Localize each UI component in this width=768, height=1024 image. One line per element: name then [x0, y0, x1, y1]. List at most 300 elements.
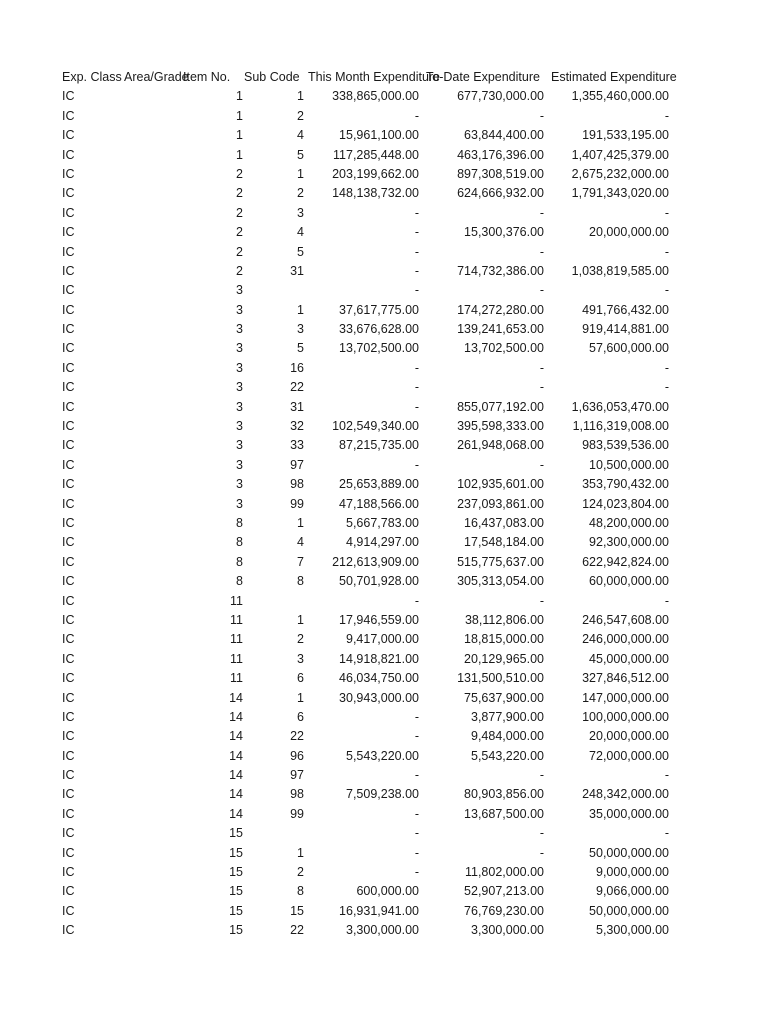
item-no-cell[interactable]: 15 [229, 923, 243, 938]
exp-class-cell[interactable]: IC [62, 341, 75, 356]
to-date-cell[interactable]: 3,300,000.00 [471, 923, 544, 938]
item-no-cell[interactable]: 11 [230, 612, 243, 627]
exp-class-cell[interactable]: IC [62, 457, 75, 472]
to-date-cell[interactable]: 17,548,184.00 [464, 535, 544, 550]
item-no-cell[interactable]: 14 [229, 748, 243, 763]
sub-code-cell[interactable]: 97 [290, 768, 304, 783]
area-grade-cell[interactable] [123, 475, 183, 494]
estimated-cell[interactable]: 57,600,000.00 [589, 341, 669, 356]
estimated-cell[interactable]: 1,038,819,585.00 [571, 263, 669, 278]
to-date-cell[interactable]: 677,730,000.00 [457, 89, 544, 104]
to-date-cell[interactable]: 20,129,965.00 [464, 651, 544, 666]
item-no-cell[interactable]: 8 [236, 515, 243, 530]
this-month-cell[interactable]: - [414, 457, 419, 472]
area-grade-cell[interactable] [123, 146, 183, 165]
estimated-cell[interactable]: 35,000,000.00 [589, 806, 669, 821]
item-no-cell[interactable]: 3 [236, 322, 243, 337]
exp-class-cell[interactable]: IC [62, 690, 75, 705]
sub-code-cell[interactable]: 3 [297, 205, 304, 220]
exp-class-cell[interactable]: IC [62, 399, 75, 414]
to-date-cell[interactable]: - [539, 457, 544, 472]
sub-code-cell[interactable]: 4 [297, 225, 304, 240]
exp-class-cell[interactable]: IC [62, 632, 75, 647]
area-grade-cell[interactable] [123, 921, 183, 940]
estimated-cell[interactable]: 50,000,000.00 [589, 845, 669, 860]
sub-code-cell[interactable]: 96 [290, 748, 304, 763]
area-grade-cell[interactable] [123, 417, 183, 436]
area-grade-cell[interactable] [123, 262, 183, 281]
estimated-cell[interactable]: - [664, 768, 669, 783]
to-date-cell[interactable]: 75,637,900.00 [464, 690, 544, 705]
estimated-cell[interactable]: 10,500,000.00 [589, 457, 669, 472]
area-grade-cell[interactable] [123, 611, 183, 630]
estimated-cell[interactable]: 124,023,804.00 [582, 496, 669, 511]
to-date-cell[interactable]: 714,732,386.00 [457, 263, 544, 278]
estimated-cell[interactable]: 1,407,425,379.00 [571, 147, 669, 162]
estimated-cell[interactable]: - [664, 826, 669, 841]
area-grade-cell[interactable] [123, 689, 183, 708]
exp-class-cell[interactable]: IC [62, 263, 75, 278]
exp-class-cell[interactable]: IC [62, 651, 75, 666]
sub-code-cell[interactable]: 8 [297, 884, 304, 899]
item-no-cell[interactable]: 3 [236, 283, 243, 298]
area-grade-cell[interactable] [123, 882, 183, 901]
sub-code-cell[interactable]: 1 [297, 845, 304, 860]
this-month-cell[interactable]: 102,549,340.00 [332, 419, 419, 434]
area-grade-cell[interactable] [123, 785, 183, 804]
sub-code-cell[interactable]: 15 [290, 903, 304, 918]
area-grade-cell[interactable] [123, 514, 183, 533]
estimated-cell[interactable]: - [664, 283, 669, 298]
item-no-cell[interactable]: 8 [236, 574, 243, 589]
sub-code-cell[interactable]: 5 [297, 341, 304, 356]
header-item-no[interactable]: Item No. [183, 70, 231, 84]
item-no-cell[interactable]: 3 [236, 360, 243, 375]
estimated-cell[interactable]: 246,547,608.00 [582, 612, 669, 627]
item-no-cell[interactable]: 3 [236, 438, 243, 453]
exp-class-cell[interactable]: IC [62, 186, 75, 201]
area-grade-cell[interactable] [123, 456, 183, 475]
item-no-cell[interactable]: 14 [229, 806, 243, 821]
this-month-cell[interactable]: - [414, 205, 419, 220]
exp-class-cell[interactable]: IC [62, 302, 75, 317]
this-month-cell[interactable]: 37,617,775.00 [339, 302, 419, 317]
area-grade-cell[interactable] [123, 281, 183, 300]
exp-class-cell[interactable]: IC [62, 535, 75, 550]
estimated-cell[interactable]: - [664, 593, 669, 608]
this-month-cell[interactable]: 117,285,448.00 [333, 147, 419, 162]
to-date-cell[interactable]: 76,769,230.00 [464, 903, 544, 918]
this-month-cell[interactable]: - [414, 709, 419, 724]
sub-code-cell[interactable]: 1 [297, 302, 304, 317]
this-month-cell[interactable]: - [414, 768, 419, 783]
area-grade-cell[interactable] [123, 320, 183, 339]
sub-code-cell[interactable]: 6 [297, 709, 304, 724]
this-month-cell[interactable]: - [414, 380, 419, 395]
sub-code-cell[interactable]: 98 [290, 787, 304, 802]
exp-class-cell[interactable]: IC [62, 438, 75, 453]
exp-class-cell[interactable]: IC [62, 748, 75, 763]
area-grade-cell[interactable] [123, 669, 183, 688]
area-grade-cell[interactable] [123, 184, 183, 203]
exp-class-cell[interactable]: IC [62, 865, 75, 880]
exp-class-cell[interactable]: IC [62, 903, 75, 918]
estimated-cell[interactable]: 983,539,536.00 [582, 438, 669, 453]
area-grade-cell[interactable] [123, 747, 183, 766]
this-month-cell[interactable]: - [414, 845, 419, 860]
estimated-cell[interactable]: - [664, 244, 669, 259]
sub-code-cell[interactable]: 4 [297, 535, 304, 550]
estimated-cell[interactable]: 9,066,000.00 [596, 884, 669, 899]
this-month-cell[interactable]: 5,667,783.00 [346, 515, 419, 530]
sub-code-cell[interactable] [245, 824, 304, 843]
this-month-cell[interactable]: 46,034,750.00 [339, 671, 419, 686]
sub-code-cell[interactable]: 3 [297, 322, 304, 337]
to-date-cell[interactable]: 52,907,213.00 [464, 884, 544, 899]
estimated-cell[interactable]: 1,355,460,000.00 [571, 89, 669, 104]
item-no-cell[interactable]: 14 [229, 729, 243, 744]
exp-class-cell[interactable]: IC [62, 283, 75, 298]
this-month-cell[interactable]: 5,543,220.00 [346, 748, 419, 763]
estimated-cell[interactable]: 919,414,881.00 [582, 322, 669, 337]
estimated-cell[interactable]: 48,200,000.00 [589, 515, 669, 530]
sub-code-cell[interactable]: 98 [290, 477, 304, 492]
to-date-cell[interactable]: - [539, 826, 544, 841]
this-month-cell[interactable]: - [414, 399, 419, 414]
area-grade-cell[interactable] [123, 902, 183, 921]
item-no-cell[interactable]: 2 [236, 225, 243, 240]
exp-class-cell[interactable]: IC [62, 826, 75, 841]
estimated-cell[interactable]: 60,000,000.00 [589, 574, 669, 589]
area-grade-cell[interactable] [123, 223, 183, 242]
area-grade-cell[interactable] [123, 301, 183, 320]
exp-class-cell[interactable]: IC [62, 147, 75, 162]
estimated-cell[interactable]: 353,790,432.00 [582, 477, 669, 492]
sub-code-cell[interactable]: 22 [290, 380, 304, 395]
estimated-cell[interactable]: 20,000,000.00 [589, 225, 669, 240]
this-month-cell[interactable]: 3,300,000.00 [346, 923, 419, 938]
this-month-cell[interactable]: - [414, 806, 419, 821]
exp-class-cell[interactable]: IC [62, 477, 75, 492]
estimated-cell[interactable]: 50,000,000.00 [589, 903, 669, 918]
sub-code-cell[interactable]: 99 [290, 496, 304, 511]
exp-class-cell[interactable]: IC [62, 108, 75, 123]
to-date-cell[interactable]: 9,484,000.00 [471, 729, 544, 744]
area-grade-cell[interactable] [123, 243, 183, 262]
item-no-cell[interactable]: 3 [236, 496, 243, 511]
header-sub-code[interactable]: Sub Code [244, 70, 300, 84]
to-date-cell[interactable]: - [539, 768, 544, 783]
sub-code-cell[interactable]: 22 [290, 923, 304, 938]
this-month-cell[interactable]: - [414, 729, 419, 744]
to-date-cell[interactable]: - [539, 108, 544, 123]
item-no-cell[interactable]: 2 [236, 244, 243, 259]
sub-code-cell[interactable]: 31 [290, 263, 304, 278]
to-date-cell[interactable]: 18,815,000.00 [464, 632, 544, 647]
estimated-cell[interactable]: 45,000,000.00 [589, 651, 669, 666]
to-date-cell[interactable]: - [539, 244, 544, 259]
item-no-cell[interactable]: 8 [236, 535, 243, 550]
item-no-cell[interactable]: 1 [236, 128, 243, 143]
item-no-cell[interactable]: 14 [229, 709, 243, 724]
exp-class-cell[interactable]: IC [62, 729, 75, 744]
area-grade-cell[interactable] [123, 805, 183, 824]
item-no-cell[interactable]: 15 [229, 845, 243, 860]
to-date-cell[interactable]: 3,877,900.00 [471, 709, 544, 724]
item-no-cell[interactable]: 11 [230, 671, 243, 686]
estimated-cell[interactable]: - [664, 380, 669, 395]
sub-code-cell[interactable]: 22 [290, 729, 304, 744]
estimated-cell[interactable]: 491,766,432.00 [582, 302, 669, 317]
sub-code-cell[interactable]: 2 [297, 865, 304, 880]
item-no-cell[interactable]: 3 [236, 380, 243, 395]
this-month-cell[interactable]: 203,199,662.00 [332, 166, 419, 181]
sub-code-cell[interactable]: 1 [297, 612, 304, 627]
exp-class-cell[interactable]: IC [62, 806, 75, 821]
item-no-cell[interactable]: 14 [229, 768, 243, 783]
area-grade-cell[interactable] [123, 766, 183, 785]
exp-class-cell[interactable]: IC [62, 360, 75, 375]
to-date-cell[interactable]: 11,802,000.00 [464, 865, 544, 880]
item-no-cell[interactable]: 2 [236, 205, 243, 220]
sub-code-cell[interactable]: 3 [297, 651, 304, 666]
area-grade-cell[interactable] [123, 165, 183, 184]
area-grade-cell[interactable] [123, 708, 183, 727]
this-month-cell[interactable]: - [414, 865, 419, 880]
to-date-cell[interactable]: 395,598,333.00 [457, 419, 544, 434]
sub-code-cell[interactable]: 1 [297, 515, 304, 530]
this-month-cell[interactable]: 600,000.00 [356, 884, 419, 899]
estimated-cell[interactable]: 1,791,343,020.00 [571, 186, 669, 201]
this-month-cell[interactable]: 25,653,889.00 [339, 477, 419, 492]
exp-class-cell[interactable]: IC [62, 845, 75, 860]
estimated-cell[interactable]: 9,000,000.00 [596, 865, 669, 880]
area-grade-cell[interactable] [123, 844, 183, 863]
exp-class-cell[interactable]: IC [62, 244, 75, 259]
estimated-cell[interactable]: 1,636,053,470.00 [571, 399, 669, 414]
exp-class-cell[interactable]: IC [62, 923, 75, 938]
header-exp-class[interactable]: Exp. Class [62, 70, 122, 84]
sub-code-cell[interactable]: 33 [290, 438, 304, 453]
item-no-cell[interactable]: 1 [236, 89, 243, 104]
estimated-cell[interactable]: - [664, 108, 669, 123]
sub-code-cell[interactable]: 2 [297, 632, 304, 647]
this-month-cell[interactable]: - [414, 263, 419, 278]
exp-class-cell[interactable]: IC [62, 128, 75, 143]
exp-class-cell[interactable]: IC [62, 496, 75, 511]
this-month-cell[interactable]: 47,188,566.00 [339, 496, 419, 511]
to-date-cell[interactable]: 237,093,861.00 [457, 496, 544, 511]
sub-code-cell[interactable]: 7 [297, 554, 304, 569]
exp-class-cell[interactable]: IC [62, 225, 75, 240]
sub-code-cell[interactable]: 1 [297, 166, 304, 181]
estimated-cell[interactable]: 147,000,000.00 [582, 690, 669, 705]
exp-class-cell[interactable]: IC [62, 593, 75, 608]
to-date-cell[interactable]: - [539, 593, 544, 608]
estimated-cell[interactable]: 2,675,232,000.00 [571, 166, 669, 181]
area-grade-cell[interactable] [123, 553, 183, 572]
this-month-cell[interactable]: 4,914,297.00 [346, 535, 419, 550]
to-date-cell[interactable]: - [539, 380, 544, 395]
area-grade-cell[interactable] [123, 727, 183, 746]
exp-class-cell[interactable]: IC [62, 166, 75, 181]
item-no-cell[interactable]: 14 [229, 690, 243, 705]
to-date-cell[interactable]: - [539, 283, 544, 298]
estimated-cell[interactable]: 5,300,000.00 [596, 923, 669, 938]
to-date-cell[interactable]: 5,543,220.00 [471, 748, 544, 763]
this-month-cell[interactable]: 9,417,000.00 [346, 632, 419, 647]
sub-code-cell[interactable]: 5 [297, 244, 304, 259]
item-no-cell[interactable]: 1 [236, 147, 243, 162]
to-date-cell[interactable]: 261,948,068.00 [457, 438, 544, 453]
exp-class-cell[interactable]: IC [62, 419, 75, 434]
area-grade-cell[interactable] [123, 824, 183, 843]
estimated-cell[interactable]: 20,000,000.00 [589, 729, 669, 744]
item-no-cell[interactable]: 14 [229, 787, 243, 802]
this-month-cell[interactable]: 15,961,100.00 [339, 128, 419, 143]
exp-class-cell[interactable]: IC [62, 768, 75, 783]
area-grade-cell[interactable] [123, 378, 183, 397]
header-this-month-expenditure[interactable]: This Month Expenditure [308, 70, 441, 84]
sub-code-cell[interactable]: 31 [290, 399, 304, 414]
this-month-cell[interactable]: 30,943,000.00 [339, 690, 419, 705]
to-date-cell[interactable]: 174,272,280.00 [457, 302, 544, 317]
sub-code-cell[interactable]: 16 [290, 360, 304, 375]
sub-code-cell[interactable]: 1 [297, 690, 304, 705]
area-grade-cell[interactable] [123, 204, 183, 223]
exp-class-cell[interactable]: IC [62, 205, 75, 220]
this-month-cell[interactable]: 87,215,735.00 [339, 438, 419, 453]
to-date-cell[interactable]: 855,077,192.00 [457, 399, 544, 414]
sub-code-cell[interactable]: 4 [297, 128, 304, 143]
this-month-cell[interactable]: 16,931,941.00 [339, 903, 419, 918]
estimated-cell[interactable]: 622,942,824.00 [582, 554, 669, 569]
exp-class-cell[interactable]: IC [62, 554, 75, 569]
area-grade-cell[interactable] [123, 630, 183, 649]
area-grade-cell[interactable] [123, 339, 183, 358]
sub-code-cell[interactable]: 32 [290, 419, 304, 434]
header-estimated-expenditure[interactable]: Estimated Expenditure [551, 70, 677, 84]
estimated-cell[interactable]: 327,846,512.00 [582, 671, 669, 686]
item-no-cell[interactable]: 11 [230, 593, 243, 608]
item-no-cell[interactable]: 15 [229, 826, 243, 841]
to-date-cell[interactable]: 624,666,932.00 [457, 186, 544, 201]
to-date-cell[interactable]: 16,437,083.00 [464, 515, 544, 530]
this-month-cell[interactable]: - [414, 283, 419, 298]
area-grade-cell[interactable] [123, 863, 183, 882]
item-no-cell[interactable]: 15 [229, 865, 243, 880]
this-month-cell[interactable]: - [414, 826, 419, 841]
this-month-cell[interactable]: 14,918,821.00 [339, 651, 419, 666]
area-grade-cell[interactable] [123, 436, 183, 455]
sub-code-cell[interactable]: 99 [290, 806, 304, 821]
sub-code-cell[interactable] [245, 281, 304, 300]
this-month-cell[interactable]: - [414, 360, 419, 375]
header-area-grade[interactable]: Area/Grade [124, 70, 189, 84]
exp-class-cell[interactable]: IC [62, 322, 75, 337]
area-grade-cell[interactable] [123, 359, 183, 378]
to-date-cell[interactable]: 80,903,856.00 [464, 787, 544, 802]
to-date-cell[interactable]: - [539, 205, 544, 220]
estimated-cell[interactable]: 92,300,000.00 [589, 535, 669, 550]
area-grade-cell[interactable] [123, 572, 183, 591]
item-no-cell[interactable]: 3 [236, 341, 243, 356]
this-month-cell[interactable]: 7,509,238.00 [346, 787, 419, 802]
item-no-cell[interactable]: 2 [236, 263, 243, 278]
to-date-cell[interactable]: 897,308,519.00 [457, 166, 544, 181]
item-no-cell[interactable]: 15 [229, 884, 243, 899]
area-grade-cell[interactable] [123, 107, 183, 126]
sub-code-cell[interactable]: 2 [297, 108, 304, 123]
item-no-cell[interactable]: 2 [236, 166, 243, 181]
exp-class-cell[interactable]: IC [62, 574, 75, 589]
estimated-cell[interactable]: 191,533,195.00 [582, 128, 669, 143]
this-month-cell[interactable]: 148,138,732.00 [332, 186, 419, 201]
item-no-cell[interactable]: 2 [236, 186, 243, 201]
area-grade-cell[interactable] [123, 398, 183, 417]
sub-code-cell[interactable]: 6 [297, 671, 304, 686]
this-month-cell[interactable]: 212,613,909.00 [332, 554, 419, 569]
to-date-cell[interactable]: - [539, 845, 544, 860]
this-month-cell[interactable]: - [414, 244, 419, 259]
to-date-cell[interactable]: 463,176,396.00 [457, 147, 544, 162]
item-no-cell[interactable]: 3 [236, 477, 243, 492]
estimated-cell[interactable]: 100,000,000.00 [582, 709, 669, 724]
area-grade-cell[interactable] [123, 592, 183, 611]
estimated-cell[interactable]: - [664, 360, 669, 375]
area-grade-cell[interactable] [123, 650, 183, 669]
to-date-cell[interactable]: 38,112,806.00 [464, 612, 544, 627]
this-month-cell[interactable]: 13,702,500.00 [339, 341, 419, 356]
this-month-cell[interactable]: 17,946,559.00 [339, 612, 419, 627]
item-no-cell[interactable]: 8 [236, 554, 243, 569]
this-month-cell[interactable]: 33,676,628.00 [339, 322, 419, 337]
item-no-cell[interactable]: 11 [230, 651, 243, 666]
item-no-cell[interactable]: 1 [236, 108, 243, 123]
to-date-cell[interactable]: 15,300,376.00 [464, 225, 544, 240]
to-date-cell[interactable]: 515,775,637.00 [457, 554, 544, 569]
to-date-cell[interactable]: 305,313,054.00 [457, 574, 544, 589]
this-month-cell[interactable]: - [414, 108, 419, 123]
exp-class-cell[interactable]: IC [62, 709, 75, 724]
this-month-cell[interactable]: 338,865,000.00 [332, 89, 419, 104]
estimated-cell[interactable]: - [664, 205, 669, 220]
exp-class-cell[interactable]: IC [62, 671, 75, 686]
to-date-cell[interactable]: 13,687,500.00 [464, 806, 544, 821]
exp-class-cell[interactable]: IC [62, 89, 75, 104]
estimated-cell[interactable]: 246,000,000.00 [582, 632, 669, 647]
sub-code-cell[interactable]: 2 [297, 186, 304, 201]
item-no-cell[interactable]: 3 [236, 302, 243, 317]
sub-code-cell[interactable]: 8 [297, 574, 304, 589]
area-grade-cell[interactable] [123, 126, 183, 145]
estimated-cell[interactable]: 72,000,000.00 [589, 748, 669, 763]
area-grade-cell[interactable] [123, 495, 183, 514]
exp-class-cell[interactable]: IC [62, 884, 75, 899]
to-date-cell[interactable]: 131,500,510.00 [457, 671, 544, 686]
sub-code-cell[interactable]: 5 [297, 147, 304, 162]
estimated-cell[interactable]: 248,342,000.00 [582, 787, 669, 802]
exp-class-cell[interactable]: IC [62, 515, 75, 530]
this-month-cell[interactable]: - [414, 593, 419, 608]
sub-code-cell[interactable]: 1 [297, 89, 304, 104]
item-no-cell[interactable]: 3 [236, 399, 243, 414]
area-grade-cell[interactable] [123, 87, 183, 106]
exp-class-cell[interactable]: IC [62, 380, 75, 395]
to-date-cell[interactable]: 63,844,400.00 [464, 128, 544, 143]
to-date-cell[interactable]: 13,702,500.00 [464, 341, 544, 356]
this-month-cell[interactable]: 50,701,928.00 [339, 574, 419, 589]
